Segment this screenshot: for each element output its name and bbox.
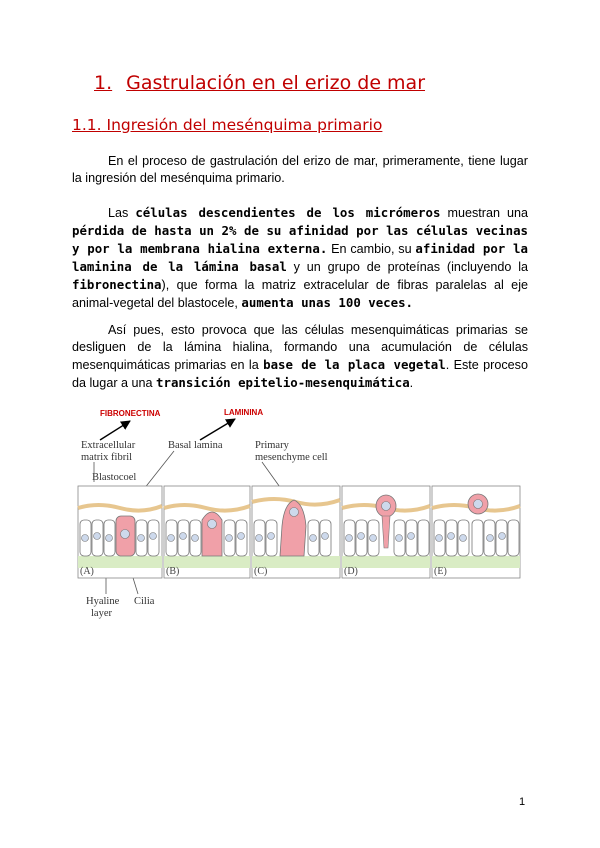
text-run: muestran una <box>440 206 528 220</box>
panel-label-c: (C) <box>254 566 268 577</box>
panel-label-e: (E) <box>434 566 447 577</box>
label-hyaline: Hyaline <box>86 596 120 607</box>
bold-run: aumenta unas 100 veces. <box>241 295 413 310</box>
panel-e <box>432 486 520 578</box>
label-mesenchyme-cell: mesenchyme cell <box>255 452 328 463</box>
text-run: ), que forma la matriz extracelular de fibras paralelas al eje animal-vegetal del blastocele, <box>72 278 528 310</box>
text-run: Las <box>108 206 136 220</box>
panel-b <box>164 486 250 578</box>
heading-number: 1. <box>94 72 113 94</box>
text-run: Así pues, esto provoca que las células mesenquimáticas primarias se desliguen de la lámina hialina, formando una acumulación de células mesenquimáticas primarias en la <box>72 323 528 372</box>
text-run: En cambio, su <box>327 242 416 256</box>
panel-label-d: (D) <box>344 566 358 577</box>
panel-label-b: (B) <box>166 566 180 577</box>
annotation-fibronectina: FIBRONECTINA <box>100 409 161 418</box>
arrow-fibronectina <box>100 421 130 440</box>
gastrulation-figure <box>72 404 528 626</box>
annotation-laminina: LAMININA <box>224 408 264 417</box>
bold-run: transición epitelio-mesenquimática <box>156 375 410 390</box>
label-layer: layer <box>91 608 112 619</box>
label-extracellular: Extracellular <box>81 440 136 451</box>
label-cilia: Cilia <box>134 596 155 607</box>
page-title <box>94 72 425 94</box>
paragraph-1-text: En el proceso de gastrulación del erizo de mar, primeramente, tiene lugar la ingresión del mesénquima primario. <box>72 154 528 185</box>
paragraph-1 <box>72 153 528 187</box>
subheading-title: Ingresión del mesénquima primario <box>106 116 383 134</box>
label-primary: Primary <box>255 440 289 451</box>
text-run: . Este proceso da lugar a una <box>72 358 528 390</box>
bold-run: base de la placa vegetal <box>263 357 446 372</box>
arrow-laminina <box>200 419 235 440</box>
panel-c <box>252 486 340 578</box>
text-run: y un grupo de proteínas (incluyendo la <box>286 260 528 274</box>
panel-label-a: (A) <box>80 566 94 577</box>
figure-svg <box>72 404 528 626</box>
page-number: 1 <box>519 796 526 808</box>
label-matrix-fibril: matrix fibril <box>81 452 133 463</box>
bold-run: células descendientes de los micrómeros <box>135 205 441 220</box>
heading-title: Gastrulación en el erizo de mar <box>126 72 426 94</box>
section-title <box>72 116 382 134</box>
paragraph-2 <box>72 204 528 312</box>
text-run: . <box>409 376 414 390</box>
paragraph-3 <box>72 322 528 392</box>
panel-group <box>78 486 520 578</box>
bold-run: afinidad por la laminina de la lámina basal <box>72 241 528 274</box>
panel-a <box>78 486 162 578</box>
bold-run: fibronectina <box>72 277 162 292</box>
panel-d <box>342 486 430 578</box>
bold-run: pérdida de hasta un 2% de su afinidad por las células vecinas y por la membrana hialina externa. <box>72 223 528 256</box>
label-basal-lamina: Basal lamina <box>168 440 223 451</box>
label-blastocoel: Blastocoel <box>92 472 137 483</box>
subheading-number: 1.1. <box>72 116 102 134</box>
